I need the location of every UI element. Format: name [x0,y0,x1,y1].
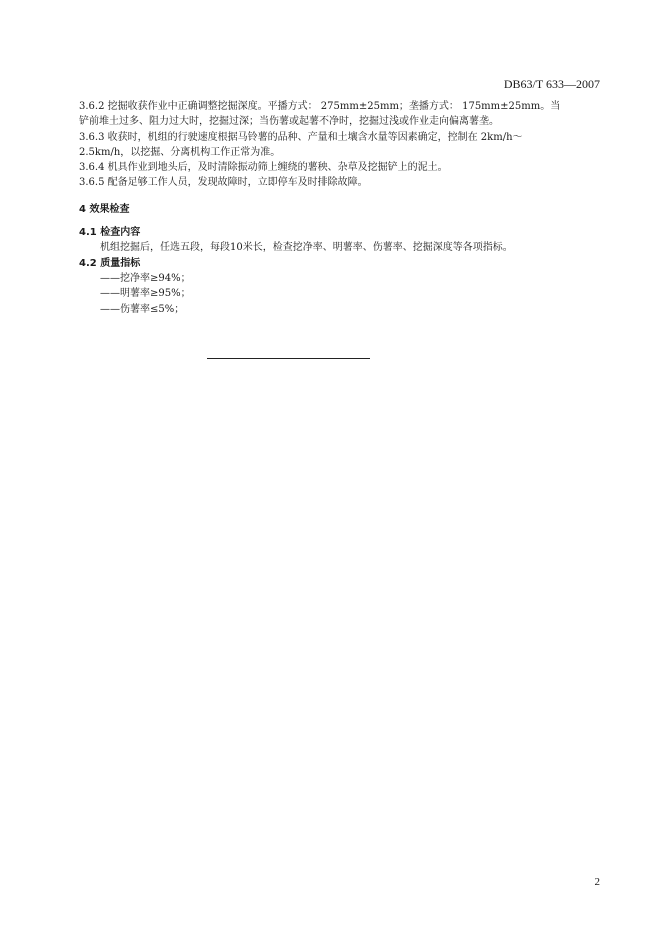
section-4-1-text: 机组挖掘后，任选五段，每段10米长，检查挖净率、明薯率、伤薯率、挖掘深度等各项指标。 [100,242,513,254]
page-number: 2 [594,876,600,888]
clause-3-6-2-line-1: 3.6.2 挖掘收获作业中正确调整挖掘深度。平播方式： 275mm±25mm；垄播方式： 175mm±25mm。当 [79,101,561,112]
clause-3-6-2-line-2: 铲前堆土过多、阻力过大时，挖掘过深；当伤薯或起薯不净时，挖掘过浅或作业走向偏离薯垄。 [79,116,499,128]
clause-3-6-5: 3.6.5 配备足够工作人员，发现故障时，立即停车及时排除故障。 [79,177,368,189]
section-4-1-heading: 4.1 检查内容 [79,227,141,239]
quality-item: ——伤薯率≤5%； [100,303,185,315]
document-body [79,99,601,317]
end-rule [207,358,370,359]
quality-item: ——明薯率≥95%； [100,288,191,300]
quality-item: ——挖净率≥94%； [100,272,191,284]
section-4-2-heading: 4.2 质量指标 [79,257,141,269]
standard-code: DB63/T 633—2007 [503,77,600,91]
section-4-heading: 4 效果检查 [79,203,130,215]
clause-3-6-3-line-1: 3.6.3 收获时，机组的行驶速度根据马铃薯的品种、产量和土壤含水量等因素确定，控制在 2km/h～ [79,131,523,143]
clause-3-6-3-line-2: 2.5km/h，以挖掘、分离机构工作正常为准。 [79,146,281,158]
clause-3-6-4: 3.6.4 机具作业到地头后，及时清除振动筛上缠绕的薯秧、杂草及挖掘铲上的泥土。 [79,162,448,174]
